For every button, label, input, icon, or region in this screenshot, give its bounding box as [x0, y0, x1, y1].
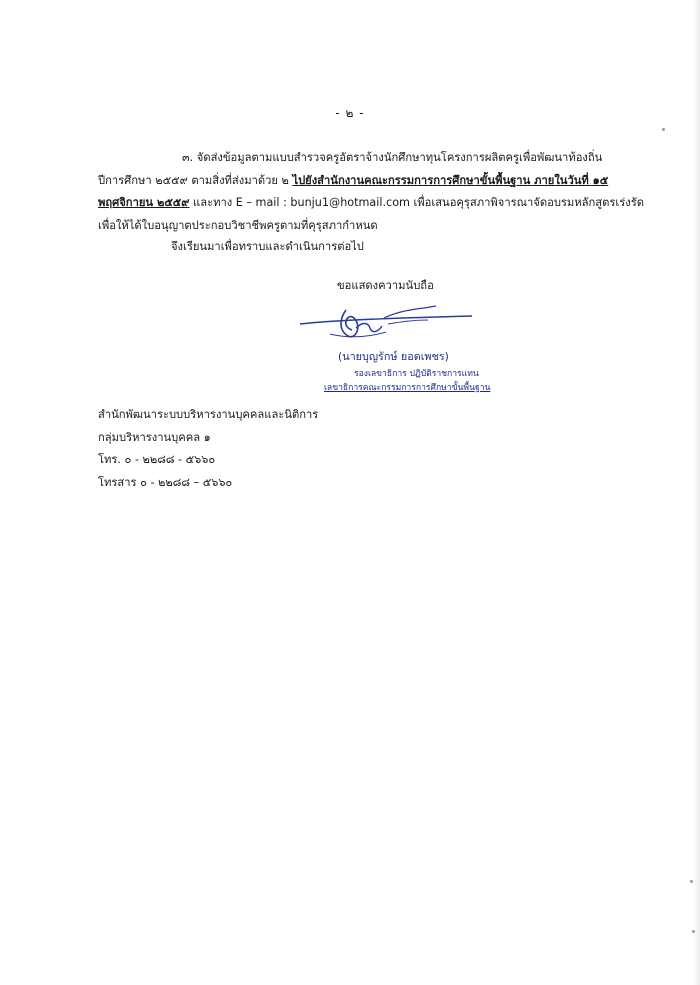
paragraph-3-line-2-emphasis: ไปยังสำนักงานคณะกรรมการการศึกษาขั้นพื้นฐาน ภายในวันที่ ๑๕ — [292, 173, 609, 187]
signer-name: (นายบุญรักษ์ ยอดเพชร) — [338, 350, 449, 363]
contact-group: กลุ่มบริหารงานบุคคล ๑ — [98, 430, 211, 444]
request-paragraph — [98, 236, 638, 259]
paragraph-3-line-2-plain: ปีการศึกษา ๒๕๕๙ ตามสิ่งที่ส่งมาด้วย ๒ — [98, 173, 293, 187]
scan-speck — [662, 128, 665, 131]
page-number: - ๒ - — [335, 106, 365, 120]
closing-salutation: ขอแสดงความนับถือ — [337, 279, 434, 292]
handwritten-signature — [296, 296, 476, 356]
paragraph-3-line-1: ๓. จัดส่งข้อมูลตามแบบสำรวจครูอัตราจ้างนักศึกษาทุนโครงการผลิตครูเพื่อพัฒนาท้องถิ่น — [182, 151, 603, 164]
contact-fax: โทรสาร ๐ - ๒๒๘๘ – ๕๖๖๐ — [98, 475, 233, 489]
contact-office: สำนักพัฒนาระบบบริหารงานบุคคลและนิติการ — [98, 408, 319, 421]
contact-block — [98, 404, 318, 494]
signer-position-line-1: รองเลขาธิการ ปฏิบัติราชการแทน — [354, 369, 479, 379]
request-line: จึงเรียนมาเพื่อทราบและดำเนินการต่อไป — [171, 240, 364, 253]
paragraph-3-line-3-emphasis: พฤศจิกายน ๒๕๕๙ — [98, 196, 190, 209]
scan-speck — [692, 930, 695, 933]
paragraph-3-line-3-plain: และทาง E – mail : bunju1@hotmail.com เพื่อเสนอคุรุสภาพิจารณาจัดอบรมหลักสูตรเร่งรัด — [189, 196, 644, 209]
contact-phone: โทร. ๐ - ๒๒๘๘ - ๕๖๖๐ — [98, 453, 216, 466]
paragraph-3 — [98, 147, 644, 237]
scan-speck — [690, 880, 693, 883]
paragraph-3-line-3 — [98, 192, 644, 215]
signer-position-line-2: เลขาธิการคณะกรรมการการศึกษาขั้นพื้นฐาน — [324, 383, 491, 393]
paragraph-3-line-2 — [98, 170, 638, 193]
paragraph-3-line-4: เพื่อให้ได้ใบอนุญาตประกอบวิชาชีพครูตามที่คุรุสภากำหนด — [98, 218, 378, 232]
page-edge-shadow — [694, 0, 700, 985]
